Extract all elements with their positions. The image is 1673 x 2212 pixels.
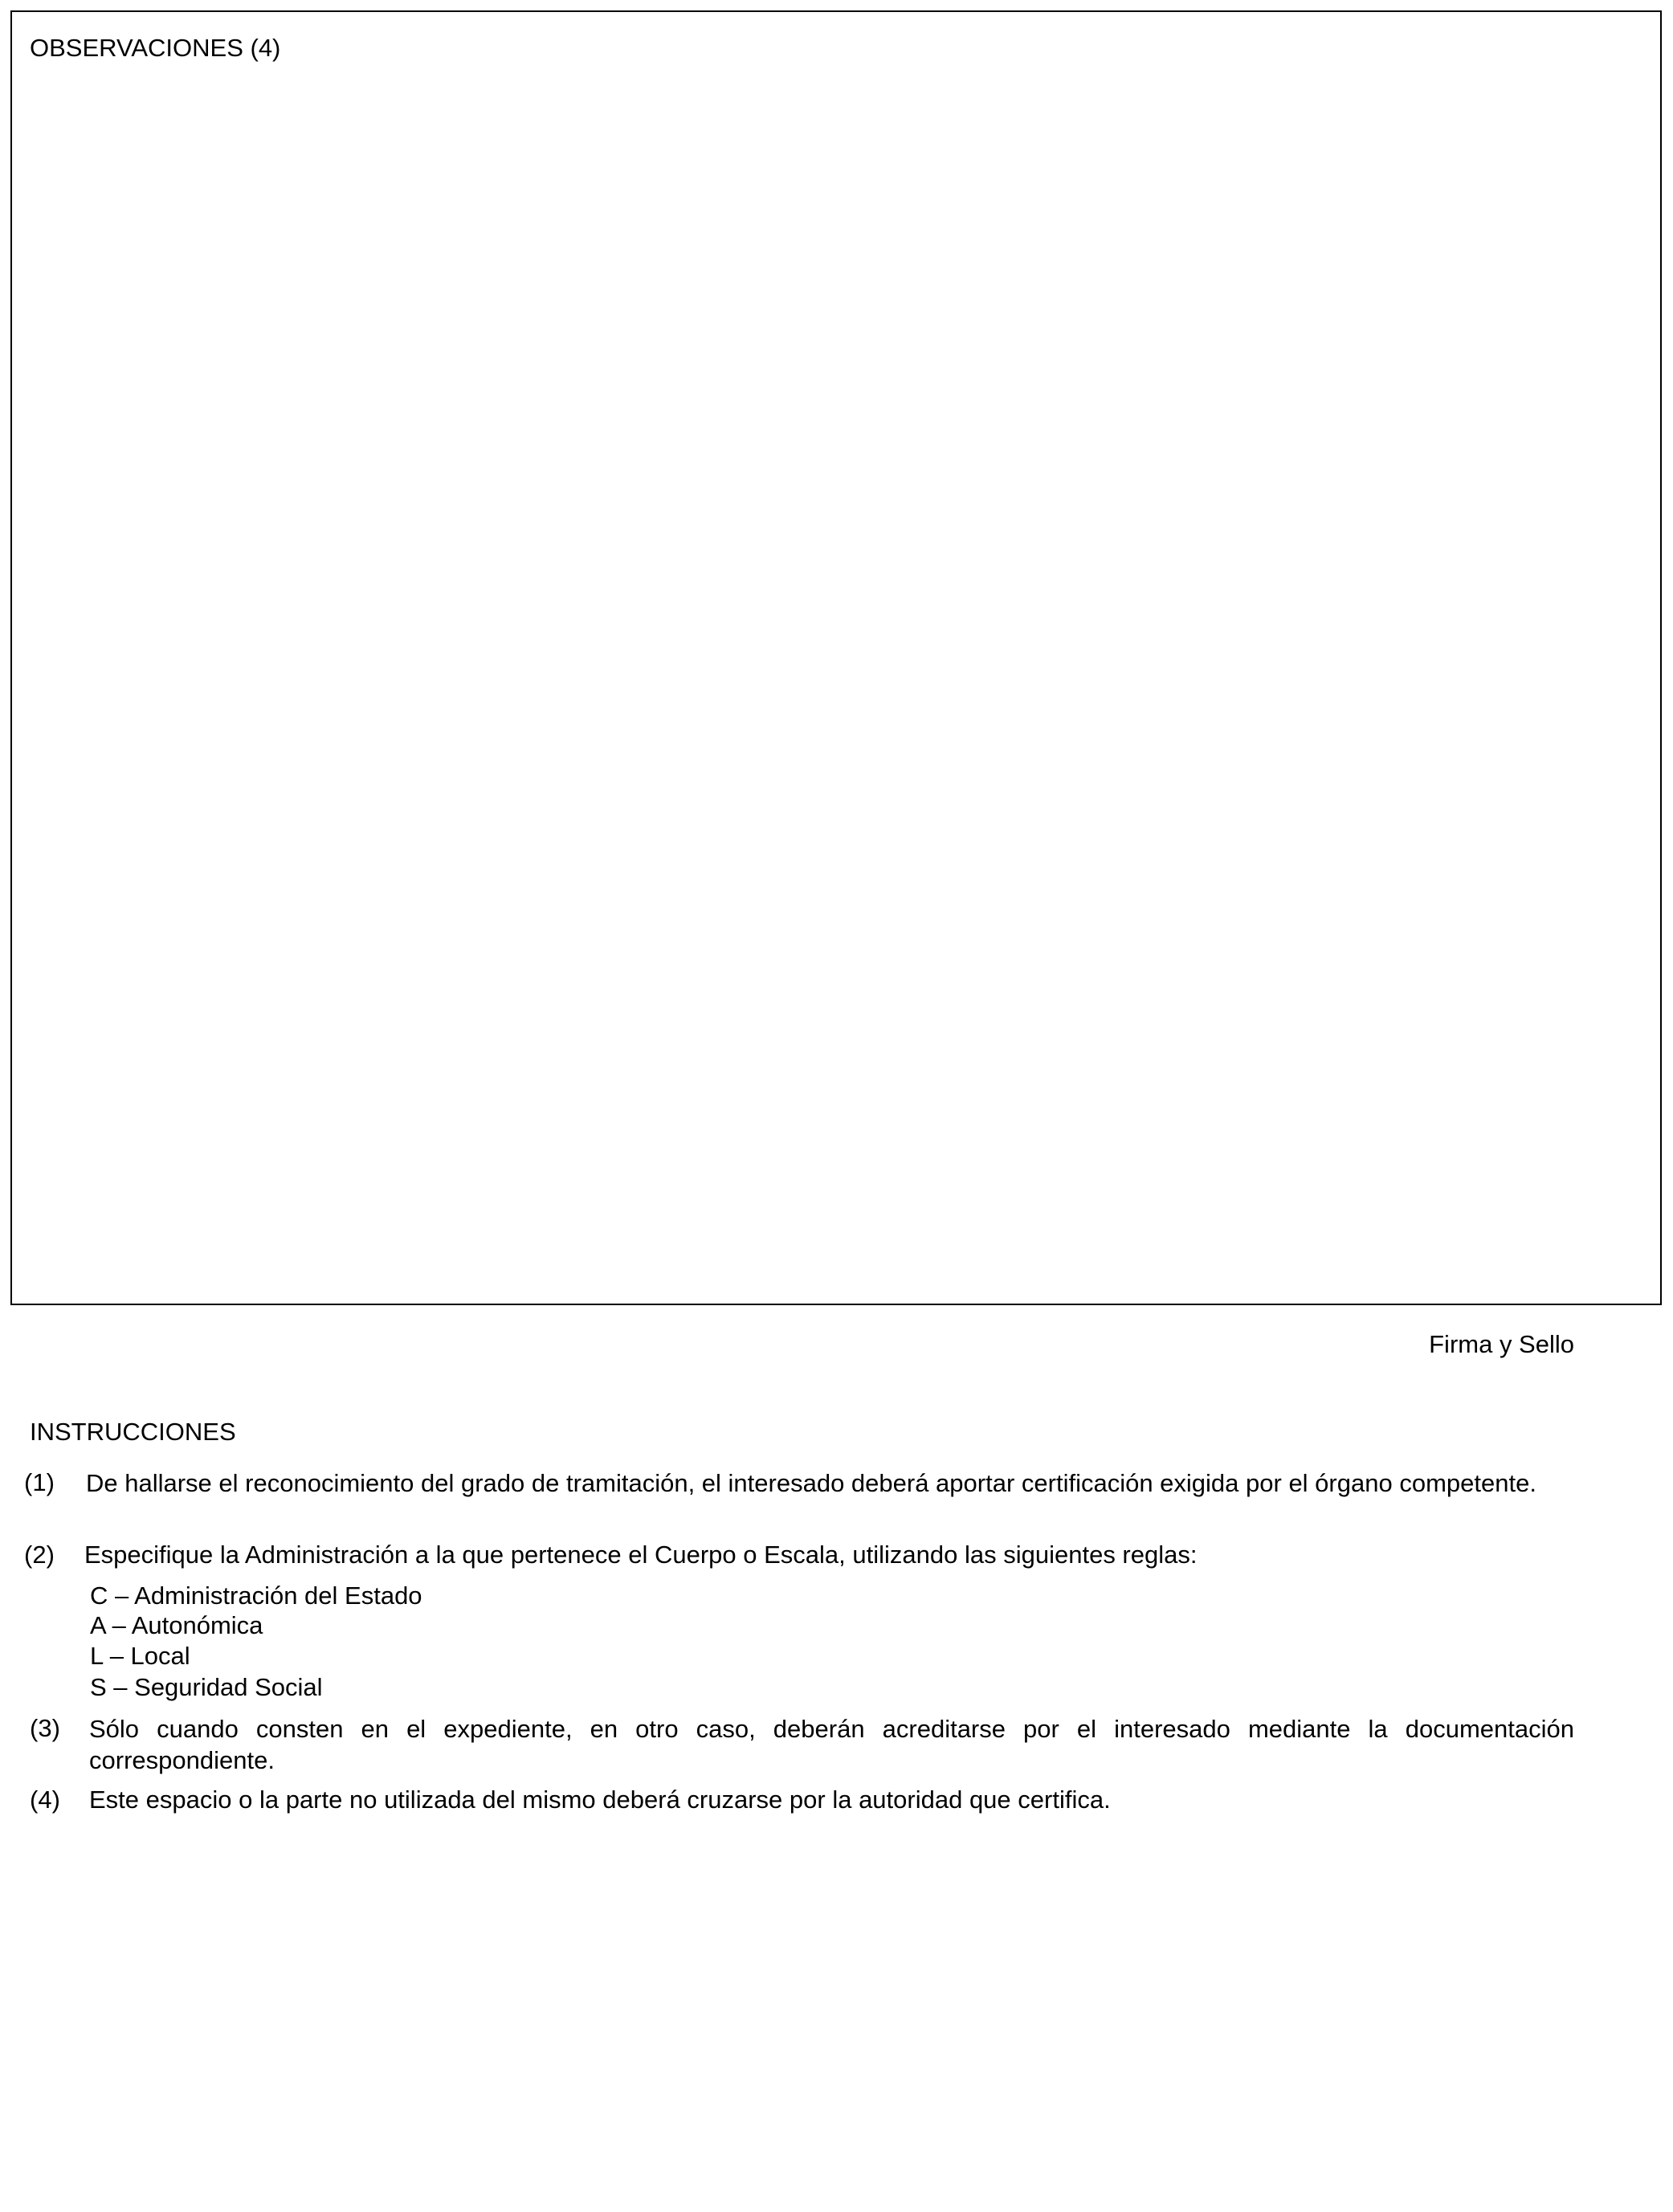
instructions-title: INSTRUCCIONES [30, 1418, 236, 1446]
signature-label: Firma y Sello [1429, 1330, 1574, 1358]
instruction-text-1: De hallarse el reconocimiento del grado de tramitación, el interesado deberá aportar certificación exigida por el órgano competente. [86, 1469, 1536, 1497]
instruction-number-2: (2) [24, 1541, 55, 1569]
rule-item: A – Autonómica [90, 1611, 263, 1639]
instruction-number-1: (1) [24, 1468, 55, 1496]
rule-item: L – Local [90, 1642, 190, 1670]
instruction-text-2: Especifique la Administración a la que pertenece el Cuerpo o Escala, utilizando las siguientes reglas: [84, 1541, 1198, 1569]
instruction-text-3: Sólo cuando consten en el expediente, en otro caso, deberán acreditarse por el interesado mediante la documentación correspondiente. [89, 1715, 1574, 1774]
instruction-number-3: (3) [30, 1714, 60, 1742]
rule-item: S – Seguridad Social [90, 1673, 323, 1701]
instruction-number-4: (4) [30, 1786, 60, 1814]
rule-item: C – Administración del Estado [90, 1581, 422, 1610]
instruction-text-4: Este espacio o la parte no utilizada del mismo deberá cruzarse por la autoridad que certifica. [89, 1786, 1111, 1814]
observations-label: OBSERVACIONES (4) [30, 34, 281, 62]
observations-box [10, 10, 1662, 1305]
